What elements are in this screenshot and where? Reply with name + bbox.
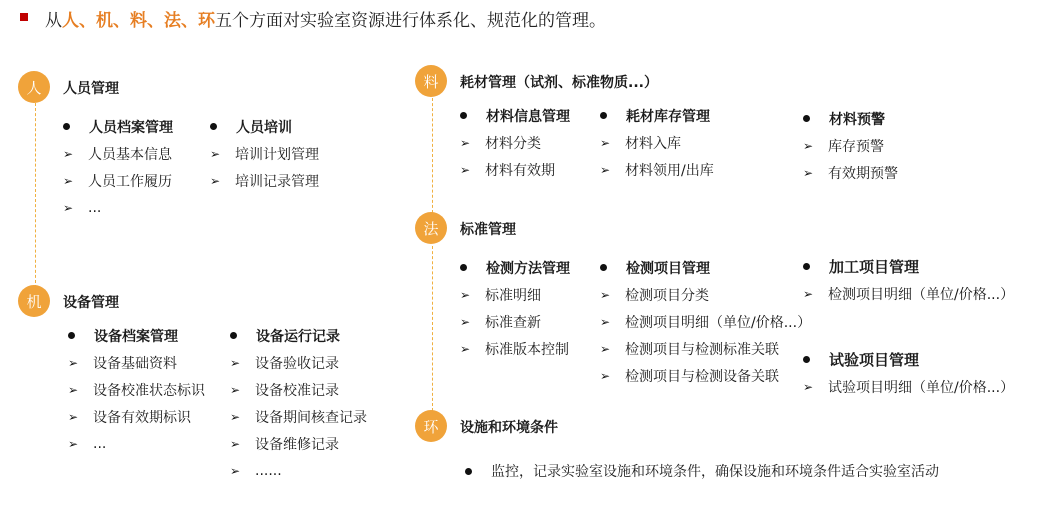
arrow-icon: ➢ [68,409,79,424]
list-item: ➢ 检测项目分类 [600,287,709,304]
group-heading: 检测方法管理 [460,254,570,281]
list-item: ➢ ...... [230,462,282,479]
arrow-icon: ➢ [460,162,471,177]
list-item: ➢ 设备期间核查记录 [230,409,367,426]
list-item: ➢ 人员工作履历 [63,173,172,190]
list-item: ➢ 检测项目与检测设备关联 [600,368,779,385]
bullet-dot-icon [803,356,810,363]
list-item: ➢ 库存预警 [803,138,884,155]
arrow-icon: ➢ [68,436,79,451]
bullet-dot-icon [230,332,237,339]
arrow-icon: ➢ [230,436,241,451]
group-heading: 耗材库存管理 [600,102,714,129]
liao-group-info [460,102,570,183]
arrow-icon: ➢ [230,382,241,397]
arrow-icon: ➢ [230,355,241,370]
liao-badge: 料 [415,65,447,97]
ren-group-archive [63,113,173,221]
group-heading: 试验项目管理 [803,346,1014,373]
huan-badge: 环 [415,410,447,442]
title-highlight: 人、机、料、法、环 [62,11,215,31]
ji-group-archive [68,322,205,457]
list-item: ➢ 检测项目明细（单位/价格...） [803,286,1015,303]
list-item: ➢ 设备基础资料 [68,355,177,372]
group-heading: 设备档案管理 [68,322,205,349]
group-heading: 检测项目管理 [600,254,811,281]
arrow-icon: ➢ [600,341,611,356]
list-item: ➢ 培训记录管理 [210,173,319,190]
fa-section-title: 标准管理 [460,222,516,238]
arrow-icon: ➢ [63,173,74,188]
list-item: ➢ 培训计划管理 [210,146,319,163]
arrow-icon: ➢ [460,341,471,356]
huan-note: 监控，记录实验室设施和环境条件，确保设施和环境条件适合实验室活动 [465,461,939,481]
list-item: ➢ 试验项目明细（单位/价格...） [803,379,1015,396]
arrow-icon: ➢ [63,146,74,161]
group-heading: 人员档案管理 [63,113,173,140]
bullet-dot-icon [600,112,607,119]
arrow-icon: ➢ [460,314,471,329]
list-item: ➢ 有效期预警 [803,165,898,182]
arrow-icon: ➢ [230,409,241,424]
bullet-dot-icon [600,264,607,271]
arrow-icon: ➢ [460,287,471,302]
list-item: ➢ 设备验收记录 [230,355,339,372]
bullet-dot-icon [465,468,472,475]
arrow-icon: ➢ [210,146,221,161]
list-item: ➢ 设备维修记录 [230,436,339,453]
ren-group-training [210,113,319,194]
list-item: ➢ 检测项目与检测标准关联 [600,341,779,358]
arrow-icon: ➢ [600,162,611,177]
arrow-icon: ➢ [803,138,814,153]
arrow-icon: ➢ [600,314,611,329]
list-item: ➢ 人员基本信息 [63,146,172,163]
ren-section-title: 人员管理 [63,81,119,97]
list-item: ➢ 标准版本控制 [460,341,569,358]
ji-group-operation [230,322,367,484]
bullet-dot-icon [63,123,70,130]
fa-group-trial [803,346,1014,400]
bullet-dot-icon [460,112,467,119]
bullet-dot-icon [68,332,75,339]
fa-badge: 法 [415,212,447,244]
list-item: ➢ 材料入库 [600,135,681,152]
arrow-icon: ➢ [210,173,221,188]
group-heading: 加工项目管理 [803,253,1014,280]
title-bullet-icon [20,13,28,21]
arrow-icon: ➢ [68,355,79,370]
arrow-icon: ➢ [68,382,79,397]
ren-badge: 人 [18,71,50,103]
bullet-dot-icon [803,115,810,122]
list-item: ➢ ... [68,435,107,452]
group-heading: 材料预警 [803,105,898,132]
list-item: ➢ 材料有效期 [460,162,555,179]
page-title: 从人、机、料、法、环五个方面对实验室资源进行体系化、规范化的管理。 [45,11,606,31]
list-item: ➢ 标准查新 [460,314,541,331]
arrow-icon: ➢ [803,286,814,301]
fa-group-test-items [600,254,811,389]
left-connector-line [35,103,36,288]
list-item: ➢ 设备校准状态标识 [68,382,205,399]
bullet-dot-icon [803,263,810,270]
list-item: ➢ 材料领用/出库 [600,162,714,179]
right-connector-line-2 [432,246,433,411]
liao-group-stock [600,102,714,183]
arrow-icon: ➢ [600,287,611,302]
huan-section-title: 设施和环境条件 [460,420,558,436]
list-item: ➢ 设备校准记录 [230,382,339,399]
group-heading: 人员培训 [210,113,319,140]
fa-group-processing [803,253,1014,307]
ji-section-title: 设备管理 [63,295,119,311]
bullet-dot-icon [210,123,217,130]
bullet-dot-icon [460,264,467,271]
arrow-icon: ➢ [803,165,814,180]
arrow-icon: ➢ [600,135,611,150]
ji-badge: 机 [18,285,50,317]
fa-group-method [460,254,570,362]
arrow-icon: ➢ [230,463,241,478]
arrow-icon: ➢ [600,368,611,383]
arrow-icon: ➢ [460,135,471,150]
list-item: ➢ ... [63,199,102,216]
right-connector-line-1 [432,98,433,213]
arrow-icon: ➢ [63,200,74,215]
list-item: ➢ 检测项目明细（单位/价格...） [600,314,812,331]
group-heading: 设备运行记录 [230,322,367,349]
liao-group-warning [803,105,898,186]
list-item: ➢ 标准明细 [460,287,541,304]
arrow-icon: ➢ [803,379,814,394]
liao-section-title: 耗材管理（试剂、标准物质...） [460,75,658,91]
group-heading: 材料信息管理 [460,102,570,129]
list-item: ➢ 材料分类 [460,135,541,152]
list-item: ➢ 设备有效期标识 [68,409,191,426]
